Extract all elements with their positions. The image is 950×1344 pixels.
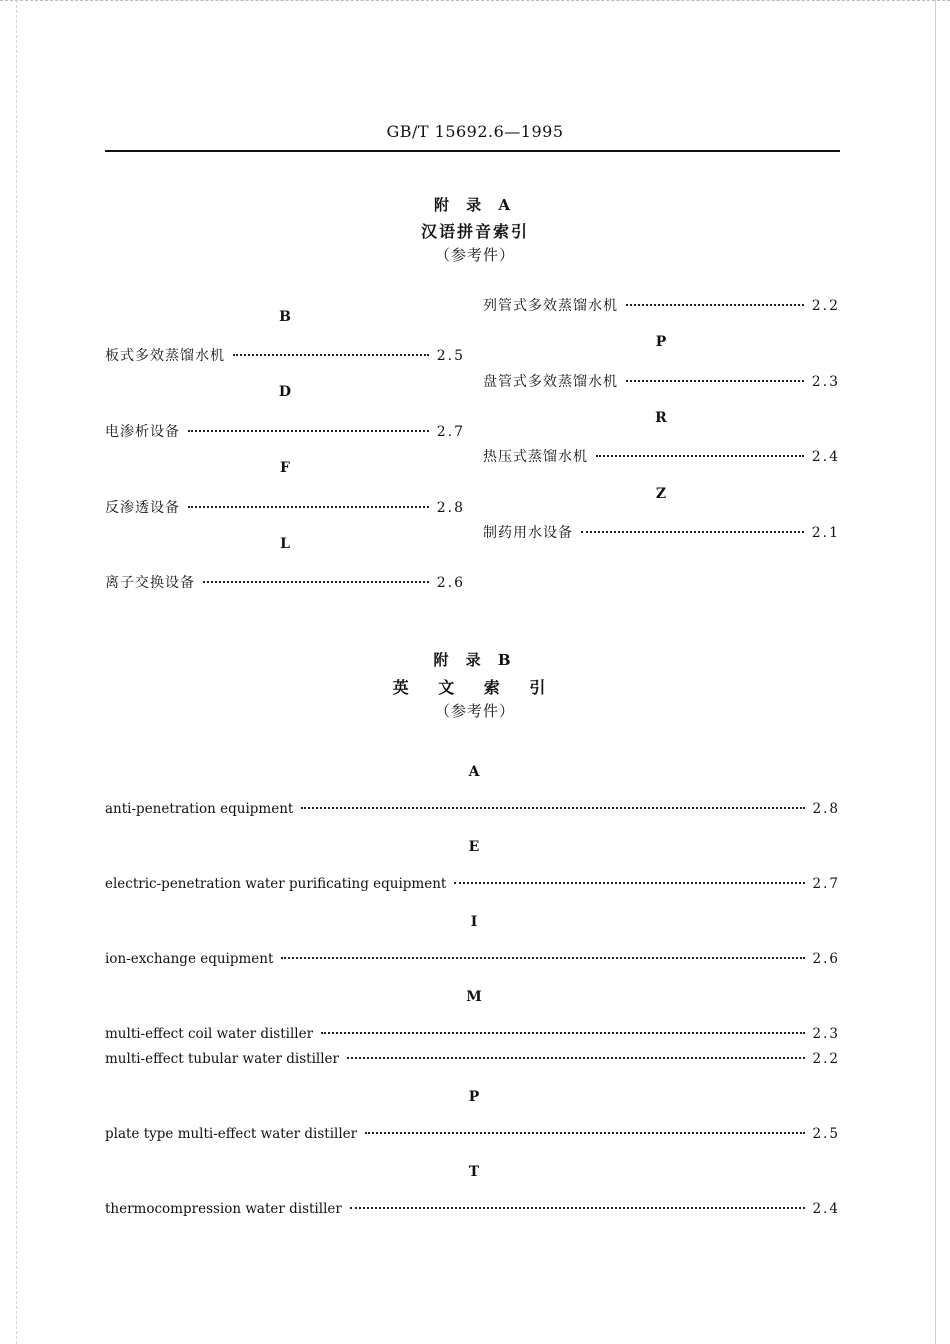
index-entry	[105, 1126, 840, 1142]
index-entry	[483, 295, 840, 315]
dot-leader	[365, 1132, 804, 1134]
annex-a-title: 汉语拼音索引	[420, 222, 529, 241]
index-entry	[105, 421, 465, 441]
dot-leader	[347, 1057, 805, 1059]
entry-term: 反渗透设备	[105, 500, 180, 516]
entry-ref: 2.2	[812, 1051, 840, 1067]
index-entry	[105, 1051, 840, 1067]
entry-term: 板式多效蒸馏水机	[105, 348, 225, 364]
annex-b-label: 附 录 B	[433, 651, 517, 669]
entry-ref: 2.8	[436, 500, 465, 516]
scan-edge-top	[0, 0, 950, 3]
header-rule	[105, 150, 840, 152]
index-entry	[105, 951, 840, 967]
index-letter: E	[468, 839, 480, 855]
entry-term: 热压式蒸馏水机	[483, 449, 588, 465]
annex-b-title: 英 文 索 引	[392, 678, 558, 697]
entry-term: multi-effect tubular water distiller	[105, 1051, 340, 1067]
entry-term: electric-penetration water purificating equipment	[105, 876, 447, 892]
index-entry	[483, 371, 840, 391]
index-letter: I	[470, 914, 478, 930]
entry-term: anti-penetration equipment	[105, 801, 294, 817]
entry-term: 电渗析设备	[105, 424, 180, 440]
index-entry	[105, 497, 465, 517]
entry-term: plate type multi-effect water distiller	[105, 1126, 358, 1142]
entry-term: 制药用水设备	[483, 525, 573, 541]
entry-ref: 2.3	[812, 1026, 840, 1042]
entry-ref: 2.8	[812, 801, 840, 817]
dot-leader	[188, 506, 429, 508]
dot-leader	[188, 430, 429, 432]
index-letter: P	[655, 334, 667, 350]
dot-leader	[350, 1207, 805, 1209]
index-letter: M	[466, 989, 482, 1005]
entry-ref: 2.5	[436, 348, 465, 364]
entry-ref: 2.7	[812, 876, 840, 892]
entry-ref: 2.2	[811, 298, 840, 314]
entry-ref: 2.1	[811, 525, 840, 541]
dot-leader	[203, 581, 429, 583]
annex-a-subtitle: （参考件）	[434, 246, 515, 264]
index-letter: Z	[655, 486, 667, 502]
index-entry	[105, 801, 840, 817]
entry-ref: 2.4	[812, 1201, 840, 1217]
index-entry	[105, 1201, 840, 1217]
entry-term: 列管式多效蒸馏水机	[483, 298, 618, 314]
index-letter: D	[278, 384, 292, 400]
dot-leader	[233, 354, 429, 356]
dot-leader	[626, 304, 804, 306]
index-entry	[105, 1026, 840, 1042]
index-letter: B	[279, 309, 291, 325]
entry-ref: 2.5	[812, 1126, 840, 1142]
index-entry	[105, 572, 465, 592]
index-letter: L	[280, 536, 290, 552]
annex-b-subtitle: （参考件）	[434, 702, 515, 720]
entry-term: ion-exchange equipment	[105, 951, 274, 967]
index-letter: R	[655, 410, 667, 426]
index-letter: P	[468, 1089, 480, 1105]
index-entry	[483, 446, 840, 466]
entry-ref: 2.4	[811, 449, 840, 465]
dot-leader	[301, 807, 804, 809]
dot-leader	[596, 455, 804, 457]
dot-leader	[581, 531, 804, 533]
entry-ref: 2.6	[436, 575, 465, 591]
index-letter: F	[280, 460, 290, 476]
entry-term: 盘管式多效蒸馏水机	[483, 374, 618, 390]
index-entry	[105, 876, 840, 892]
entry-ref: 2.3	[811, 374, 840, 390]
entry-term: multi-effect coil water distiller	[105, 1026, 314, 1042]
annex-a-label: 附 录 A	[433, 196, 517, 214]
index-entry	[483, 522, 840, 542]
dot-leader	[454, 882, 804, 884]
document-code: GB/T 15692.6—1995	[386, 122, 564, 141]
entry-term: thermocompression water distiller	[105, 1201, 342, 1217]
dot-leader	[281, 957, 804, 959]
entry-ref: 2.6	[812, 951, 840, 967]
dot-leader	[321, 1032, 804, 1034]
index-letter: T	[468, 1164, 480, 1180]
index-letter: A	[468, 764, 480, 780]
dot-leader	[626, 380, 804, 382]
index-entry	[105, 345, 465, 365]
entry-term: 离子交换设备	[105, 575, 195, 591]
entry-ref: 2.7	[436, 424, 465, 440]
